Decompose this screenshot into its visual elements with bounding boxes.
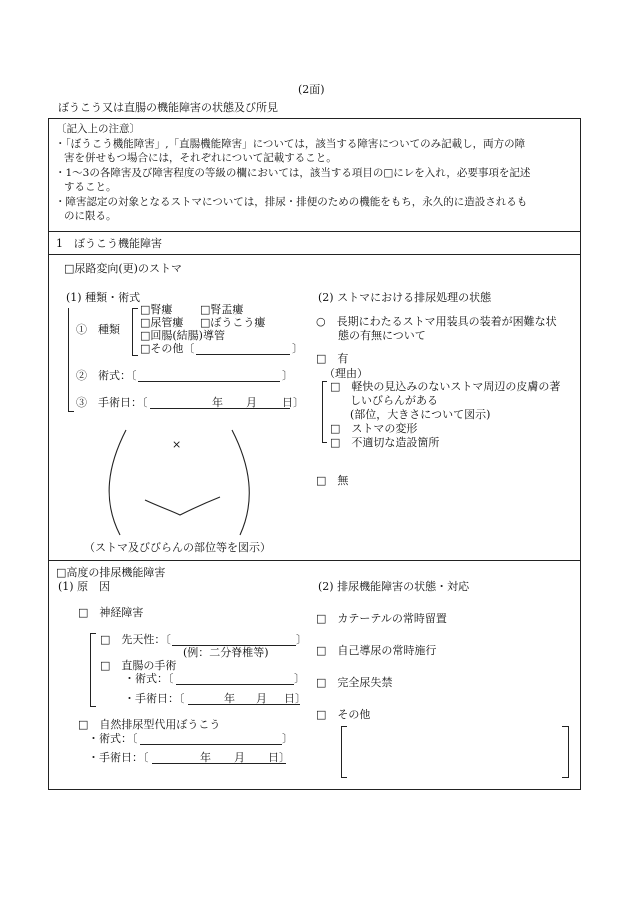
left-bracket-foot bbox=[68, 411, 74, 412]
type-bracket-bottom bbox=[132, 355, 138, 356]
method-close: 〕 bbox=[282, 369, 293, 382]
page-title: ぼうこう又は直腸の機能障害の状態及び所見 bbox=[58, 101, 278, 114]
type-bladder-checkbox[interactable]: □ぼうこう瘻 bbox=[200, 316, 266, 329]
note-3-line2: のに限る。 bbox=[64, 210, 117, 222]
natural-method-close: 〕 bbox=[282, 732, 293, 745]
type-bracket bbox=[132, 308, 133, 356]
notes-heading: 〔記入上の注意〕 bbox=[56, 123, 140, 135]
page-number: (2面) bbox=[298, 83, 325, 96]
rectal-date-day: 日〕 bbox=[284, 692, 306, 705]
item2-method-label: ② 術式：〔 bbox=[76, 369, 137, 382]
type-ureter-checkbox[interactable]: □尿管瘻 bbox=[140, 316, 184, 329]
reason-bracket-bottom bbox=[322, 442, 327, 443]
rectal-method-field[interactable] bbox=[176, 684, 294, 685]
congenital-close: 〕 bbox=[296, 633, 307, 646]
reason-label: （理由） bbox=[324, 367, 368, 380]
type-pyelo-checkbox[interactable]: □腎盂瘻 bbox=[200, 303, 244, 316]
item1-type-label: ① 種類 bbox=[76, 323, 120, 336]
option-catheter-checkbox[interactable]: □ カテーテルの常時留置 bbox=[316, 612, 447, 625]
natural-date-day: 日〕 bbox=[268, 751, 290, 764]
question-line2: 態の有無について bbox=[338, 329, 426, 342]
rectal-date-label: ・手術日：〔 bbox=[124, 692, 185, 705]
cause-bracket-bottom bbox=[90, 706, 96, 707]
natural-date-label: ・手術日：〔 bbox=[88, 751, 149, 764]
type-method-heading: (1) 種類・術式 bbox=[66, 291, 141, 304]
type-other-checkbox[interactable]: □その他〔 bbox=[140, 342, 195, 355]
reason1-line3: (部位，大きさについて図示) bbox=[350, 408, 491, 421]
natural-method-field[interactable] bbox=[140, 744, 282, 745]
date-month: 月 bbox=[246, 396, 257, 409]
item3-date-label: ③ 手術日：〔 bbox=[76, 396, 148, 409]
note-2-line1: ・1～3の各障害及び障害程度の等級の欄においては，該当する項目の□にレを入れ，必要事項を記述 bbox=[55, 167, 531, 179]
rectal-surgery-checkbox[interactable]: □ 直腸の手術 bbox=[100, 659, 177, 672]
section1-title: 1 ぼうこう機能障害 bbox=[56, 237, 162, 250]
type-ileal-checkbox[interactable]: □回腸(結腸)導管 bbox=[140, 329, 225, 342]
natural-bladder-checkbox[interactable]: □ 自然排尿型代用ぼうこう bbox=[78, 718, 221, 731]
note-1-line2: 害を併せもつ場合には，それぞれについて記載すること。 bbox=[64, 152, 337, 164]
neuro-checkbox[interactable]: □ 神経障害 bbox=[78, 606, 144, 619]
stoma-position-mark: × bbox=[172, 438, 182, 451]
option-incontinence-checkbox[interactable]: □ 完全尿失禁 bbox=[316, 676, 393, 689]
figure-caption: （ストマ及びびらんの部位等を図示） bbox=[84, 541, 271, 554]
type-other-field[interactable] bbox=[196, 354, 290, 355]
cause-bracket-top bbox=[90, 633, 96, 634]
reason1-line2: しいびらんがある bbox=[350, 394, 438, 407]
cause-heading: (1) 原 因 bbox=[58, 580, 111, 593]
divider-section2 bbox=[48, 560, 580, 561]
note-3-line1: ・障害認定の対象となるストマについては，排尿・排便のための機能をもち，永久的に造設されるも bbox=[55, 196, 528, 208]
rectal-method-close: 〕 bbox=[294, 672, 305, 685]
reason1-checkbox[interactable]: □ 軽快の見込みのないストマ周辺の皮膚の著 bbox=[330, 380, 561, 393]
rectal-date-month: 月 bbox=[256, 692, 267, 705]
stoma-treatment-heading: (2) ストマにおける排尿処理の状態 bbox=[318, 291, 492, 304]
note-2-line2: すること。 bbox=[64, 181, 117, 193]
reason3-checkbox[interactable]: □ 不適切な造設箇所 bbox=[330, 436, 440, 449]
rectal-date-year: 年 bbox=[224, 692, 235, 705]
natural-date-field[interactable] bbox=[152, 763, 286, 764]
natural-method-label: ・術式：〔 bbox=[88, 732, 138, 745]
rectal-method-label: ・術式：〔 bbox=[124, 672, 174, 685]
reason-bracket-top bbox=[322, 381, 327, 382]
natural-date-month: 月 bbox=[234, 751, 245, 764]
section1-stoma-checkbox[interactable]: □尿路変向(更)のストマ bbox=[64, 262, 182, 275]
congenital-checkbox[interactable]: □ 先天性：〔 bbox=[100, 633, 171, 646]
no-checkbox[interactable]: □ 無 bbox=[316, 474, 349, 487]
type-renal-checkbox[interactable]: □腎瘻 bbox=[140, 303, 173, 316]
section2-checkbox[interactable]: □高度の排尿機能障害 bbox=[56, 566, 166, 579]
yes-checkbox[interactable]: □ 有 bbox=[316, 352, 349, 365]
dysfunction-state-heading: (2) 排尿機能障害の状態・対応 bbox=[318, 580, 470, 593]
reason-bracket bbox=[322, 381, 323, 443]
date-day: 日〕 bbox=[282, 396, 304, 409]
question-line1: ○ 長期にわたるストマ用装具の装着が困難な状 bbox=[316, 315, 557, 328]
divider-section1 bbox=[48, 254, 580, 255]
left-bracket-line bbox=[68, 308, 69, 412]
option-self-catheter-checkbox[interactable]: □ 自己導尿の常時施行 bbox=[316, 644, 437, 657]
option-other-checkbox[interactable]: □ その他 bbox=[316, 708, 371, 721]
type-bracket-top bbox=[132, 308, 138, 309]
natural-date-year: 年 bbox=[200, 751, 211, 764]
congenital-example: (例：二分脊椎等) bbox=[183, 646, 269, 659]
note-1-line1: ・「ぼうこう機能障害」,「直腸機能障害」については，該当する障害についてのみ記載し，両方の障 bbox=[55, 138, 526, 150]
date-year: 年 bbox=[212, 396, 223, 409]
reason2-checkbox[interactable]: □ ストマの変形 bbox=[330, 422, 418, 435]
method-field[interactable] bbox=[138, 381, 280, 382]
divider-notes bbox=[48, 231, 580, 232]
type-other-close: 〕 bbox=[292, 342, 303, 355]
cause-bracket bbox=[90, 633, 91, 707]
